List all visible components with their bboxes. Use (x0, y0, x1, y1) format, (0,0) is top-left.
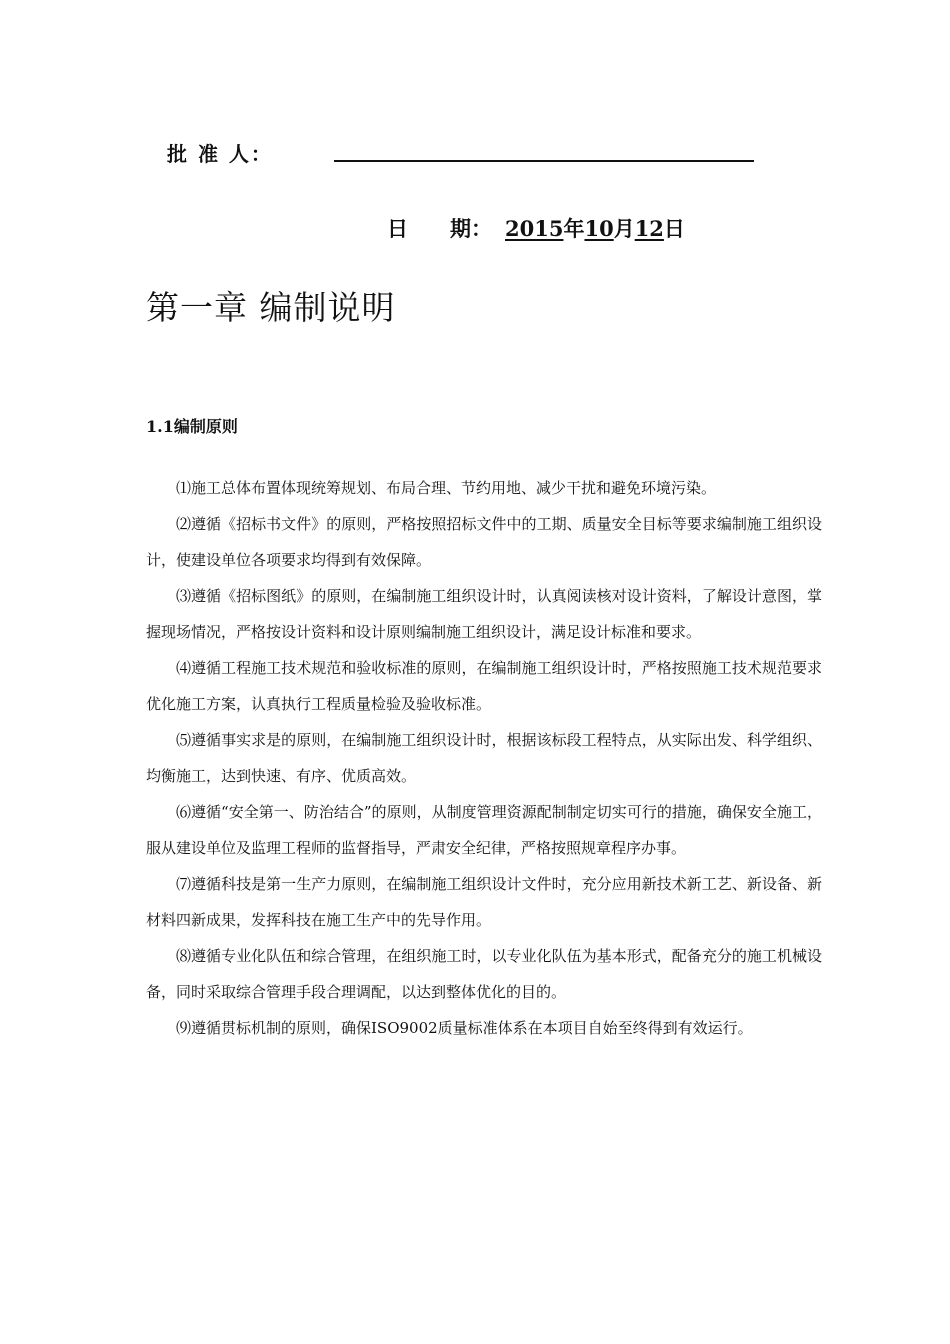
date-month: 10 (584, 216, 614, 241)
principle-paragraph: ⑹遵循“安全第一、防治结合”的原则，从制度管理资源配制制定切实可行的措施，确保安全施工，服从建设单位及监理工程师的监督指导，严肃安全纪律，严格按照规章程序办事。 (146, 803, 822, 857)
principle-paragraph: ⑷遵循工程施工技术规范和验收标准的原则，在编制施工组织设计时，严格按照施工技术规范要求优化施工方案，认真执行工程质量检验及验收标准。 (146, 659, 822, 713)
date-row (387, 213, 685, 243)
date-day-suffix: 日 (663, 216, 685, 241)
approver-label: 批 准 人： (167, 142, 273, 166)
principle-paragraph: ⑼遵循贯标机制的原则，确保ISO9002质量标准体系在本项目自始至终得到有效运行。 (176, 1019, 753, 1037)
principle-paragraph: ⑶遵循《招标图纸》的原则，在编制施工组织设计时，认真阅读核对设计资料，了解设计意图，掌握现场情况，严格按设计资料和设计原则编制施工组织设计，满足设计标准和要求。 (146, 587, 822, 641)
section-title: 1.1编制原则 (146, 417, 238, 436)
principle-paragraph: ⑸遵循事实求是的原则，在编制施工组织设计时，根据该标段工程特点，从实际出发、科学组织、均衡施工，达到快速、有序、优质高效。 (146, 731, 822, 785)
principle-paragraph: ⑴施工总体布置体现统筹规划、布局合理、节约用地、减少干扰和避免环境污染。 (176, 479, 717, 497)
date-label: 日 期： (387, 216, 492, 241)
principle-paragraph: ⑵遵循《招标书文件》的原则，严格按照招标文件中的工期、质量安全目标等要求编制施工组织设计，使建设单位各项要求均得到有效保障。 (146, 515, 822, 569)
chapter-title: 第一章 编制说明 (146, 288, 396, 327)
date-day: 12 (634, 216, 664, 241)
principles-body (146, 470, 822, 1046)
date-year-suffix: 年 (563, 216, 585, 241)
principle-paragraph: ⑻遵循专业化队伍和综合管理，在组织施工时，以专业化队伍为基本形式，配备充分的施工机械设备，同时采取综合管理手段合理调配，以达到整体优化的目的。 (146, 947, 822, 1001)
date-month-suffix: 月 (613, 216, 635, 241)
date-year: 2015 (505, 216, 564, 241)
approver-signature-line (334, 160, 754, 162)
principle-paragraph: ⑺遵循科技是第一生产力原则，在编制施工组织设计文件时，充分应用新技术新工艺、新设备、新材料四新成果，发挥科技在施工生产中的先导作用。 (146, 875, 822, 929)
